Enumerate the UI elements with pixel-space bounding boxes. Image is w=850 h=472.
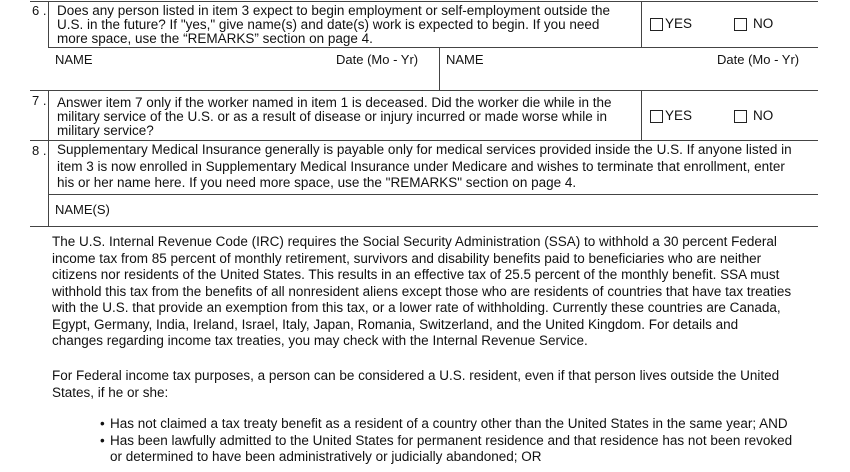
q6-yes-label: YES	[665, 16, 693, 31]
q8-line-3: his or her name here. If you need more space, use the "REMARKS" section on page 4.	[57, 175, 577, 190]
q8-bottom-rule	[30, 226, 818, 227]
q7-line-1: Answer item 7 only if the worker named in item 1 is deceased. Did the worker die while in the	[57, 95, 612, 110]
q6-line-3: more space, use the “REMARKS” section on page 4.	[57, 31, 373, 46]
q6-date-input-2[interactable]	[712, 68, 816, 88]
q7-number-divider	[48, 90, 49, 140]
q7-no-checkbox[interactable]	[734, 110, 747, 123]
q6-name-col-1: NAME	[55, 52, 93, 67]
tax-line-7: changes regarding income tax treaties, you may check with the Internal Revenue Service.	[52, 333, 588, 348]
tax-line-6: Egypt, Germany, India, Ireland, Israel, Italy, Japan, Romania, Switzerland, and the United Kingdom. For details and	[52, 316, 739, 332]
resident-paragraph	[52, 368, 779, 401]
q8-names-rule	[48, 194, 818, 195]
q8-line-1: Supplementary Medical Insurance generally is payable only for medical services provided inside the U.S. If anyone listed in	[57, 142, 792, 157]
q6-no-checkbox[interactable]	[734, 18, 747, 31]
q6-line-2: U.S. in the future? If "yes," give name(s) and date(s) work is expected to begin. If you need	[57, 17, 600, 32]
tax-line-1: The U.S. Internal Revenue Code (IRC) requires the Social Security Administration (SSA) to withhold a 30 percent Federal	[52, 234, 777, 249]
q8-number-divider	[48, 140, 49, 226]
q8-top-rule	[30, 140, 818, 141]
bullet-item	[100, 433, 792, 466]
q8-names-label: NAME(S)	[55, 202, 110, 217]
q6-date-input-1[interactable]	[330, 68, 435, 88]
q7-line-2: military service of the U.S. or as a result of disease or injury incurred or made worse while in	[57, 109, 607, 124]
q6-name-input-2[interactable]	[443, 68, 708, 88]
q7-yes-label: YES	[665, 108, 693, 123]
q7-answer-divider	[641, 90, 642, 140]
q6-name-col-2: NAME	[446, 52, 484, 67]
q7-no-label: NO	[753, 108, 774, 123]
q8-question	[57, 142, 792, 192]
q6-names-rule	[48, 47, 818, 48]
bullet-icon: •	[100, 416, 105, 431]
q6-top-rule	[30, 1, 818, 2]
q7-top-rule	[30, 90, 818, 91]
tax-line-2: income tax from 85 percent of monthly retirement, survivors and disability benefits paid to beneficiaries who are neither	[52, 250, 762, 266]
resident-line-2: States, if he or she:	[52, 384, 169, 400]
tax-withholding-paragraph	[52, 234, 791, 350]
q6-date-col-1: Date (Mo - Yr)	[336, 52, 419, 67]
q6-col-divider	[439, 47, 440, 90]
bullet-icon: •	[100, 432, 105, 448]
q8-names-input[interactable]	[125, 198, 815, 224]
q6-answer-divider	[641, 1, 642, 47]
tax-line-4: withhold this tax from the benefits of all nonresident aliens except those who are residents of countries that have tax treaties	[52, 283, 792, 299]
q7-question	[57, 96, 612, 138]
q8-number: 8 .	[32, 143, 47, 158]
q6-question	[57, 4, 610, 46]
q6-number-divider	[48, 1, 49, 47]
q6-name-input-1[interactable]	[52, 68, 322, 88]
q7-line-3: military service?	[57, 123, 154, 138]
tax-line-3: citizens nor residents of the United States. This results in an effective tax of 25.5 percent of the monthly benefit. SSA must	[52, 267, 780, 282]
tax-line-5: with the U.S. that provide an exemption from this tax, or a lower rate of withholding. Currently these countries are Canada,	[52, 300, 781, 315]
q6-no-label: NO	[753, 16, 774, 31]
bullet-2-line-1: Has been lawfully admitted to the United States for permanent residence and that residence has not been revoked	[110, 432, 793, 448]
bullet-2-line-2: or determined to have been administratively or judicially abandoned; OR	[110, 449, 542, 464]
resident-criteria-list	[100, 416, 792, 466]
resident-line-1: For Federal income tax purposes, a person can be considered a U.S. resident, even if that person lives outside the United	[52, 368, 780, 383]
q6-date-col-2: Date (Mo - Yr)	[717, 52, 800, 67]
q6-line-1: Does any person listed in item 3 expect to begin employment or self-employment outside the	[57, 3, 611, 18]
q7-yes-checkbox[interactable]	[650, 110, 663, 123]
q6-yes-checkbox[interactable]	[650, 18, 663, 31]
q7-number: 7 .	[32, 93, 47, 108]
bullet-item	[100, 416, 792, 433]
bullet-1-line-1: Has not claimed a tax treaty benefit as a resident of a country other than the United States in the same year; AND	[110, 416, 788, 431]
q6-number: 6 .	[32, 3, 47, 18]
q8-line-2: item 3 is now enrolled in Supplementary Medical Insurance under Medicare and wishes to terminate that enrollment, enter	[57, 158, 785, 174]
